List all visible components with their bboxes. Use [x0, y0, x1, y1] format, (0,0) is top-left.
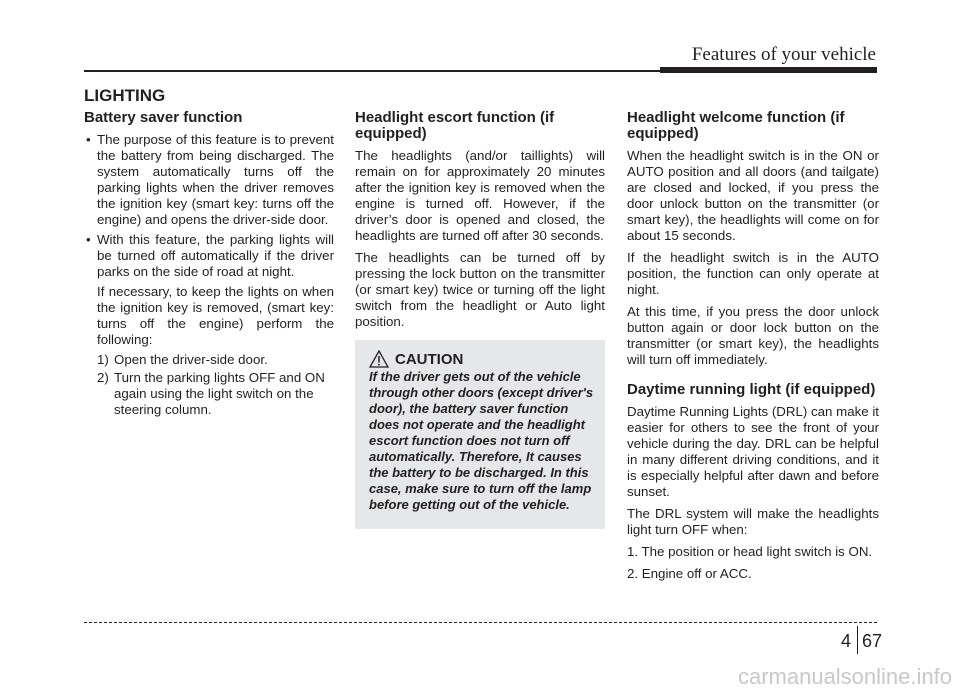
- battery-saver-note: If necessary, to keep the lights on when the ignition key is removed, (smart key: turns off the engine) perform the following:: [97, 284, 334, 347]
- caution-header: [369, 350, 463, 368]
- welcome-paragraph: At this time, if you press the door unlock button again or door lock button on the transmitter (or smart key), the headlights will turn off immediately.: [627, 304, 879, 367]
- step-item: [97, 370, 334, 418]
- welcome-paragraph: When the headlight switch is in the ON or AUTO position and all doors (and tailgate) are closed and locked, if you press the door unlock button on the transmitter (or smart key), the headlights will come on for about 15 seconds.: [627, 148, 879, 243]
- caution-title: CAUTION: [395, 350, 464, 368]
- chapter-number: 4: [841, 631, 852, 651]
- step-number: 2): [97, 370, 109, 385]
- welcome-paragraph: If the headlight switch is in the AUTO position, the function can only operate at night.: [627, 250, 879, 297]
- step-text: Open the driver-side door.: [114, 352, 268, 367]
- battery-saver-bullets: [84, 132, 334, 280]
- watermark: carmanualsonline.info: [737, 664, 952, 689]
- bullet-item: • The purpose of this feature is to prevent the battery from being discharged. The system automatically turns off the parking lights when the driver removes the ignition key (smart key: turns off the engine) and opens the driver-side door.: [84, 132, 334, 228]
- step-text: Turn the parking lights OFF and ON again using the light switch on the steering column.: [114, 370, 325, 417]
- step-number: 1): [97, 352, 109, 367]
- column-right: [627, 110, 879, 588]
- battery-saver-steps: [97, 352, 334, 418]
- bullet-item: • With this feature, the parking lights will be turned off automatically if the driver parks on the side of road at night.: [84, 232, 334, 280]
- battery-saver-heading: Battery saver function: [84, 109, 243, 126]
- section-title: LIGHTING: [84, 86, 166, 105]
- header-rule-accent: [660, 67, 877, 73]
- page-number-divider: [857, 626, 858, 654]
- step-item: [97, 352, 334, 368]
- drl-list-item: 2. Engine off or ACC.: [627, 566, 752, 581]
- drl-paragraph: Daytime Running Lights (DRL) can make it easier for others to see the front of your vehicle during the day. DRL can be helpful in many different driving conditions, and it is especially helpful after dawn and before sunset.: [627, 404, 880, 499]
- welcome-heading: Headlight welcome function (if equipped): [627, 109, 845, 142]
- drl-heading: Daytime running light (if equipped): [627, 381, 876, 398]
- footer-rule: [84, 622, 877, 623]
- escort-paragraph: The headlights (and/or taillights) will remain on for approximately 20 minutes after the ignition key is removed when the engine is turned off. However, if the driver’s door is opened and closed, the headlights are turned off after 30 seconds.: [355, 148, 605, 243]
- column-middle: [355, 110, 605, 336]
- caution-text: If the driver gets out of the vehicle through other doors (except driver's door), the battery saver function does not operate and the headlight escort function does not turn off automatically. Therefore, It causes the battery to be discharged. In this case, make sure to turn off the lamp before getting out of the vehicle.: [369, 369, 594, 512]
- header-rule: [84, 70, 684, 72]
- escort-paragraph: The headlights can be turned off by pressing the lock button on the transmitter (or smart key) twice or turning off the light switch from the headlight or Auto light position.: [355, 250, 605, 329]
- running-header: Features of your vehicle: [691, 44, 876, 65]
- warning-triangle-icon: [369, 350, 389, 368]
- drl-paragraph: The DRL system will make the headlights light turn OFF when:: [627, 506, 879, 537]
- escort-heading: Headlight escort function (if equipped): [355, 109, 555, 142]
- page-number: 67: [862, 631, 883, 651]
- column-left: [84, 110, 334, 420]
- drl-list-item: 1. The position or head light switch is ON.: [627, 544, 873, 559]
- caution-box: [355, 340, 605, 529]
